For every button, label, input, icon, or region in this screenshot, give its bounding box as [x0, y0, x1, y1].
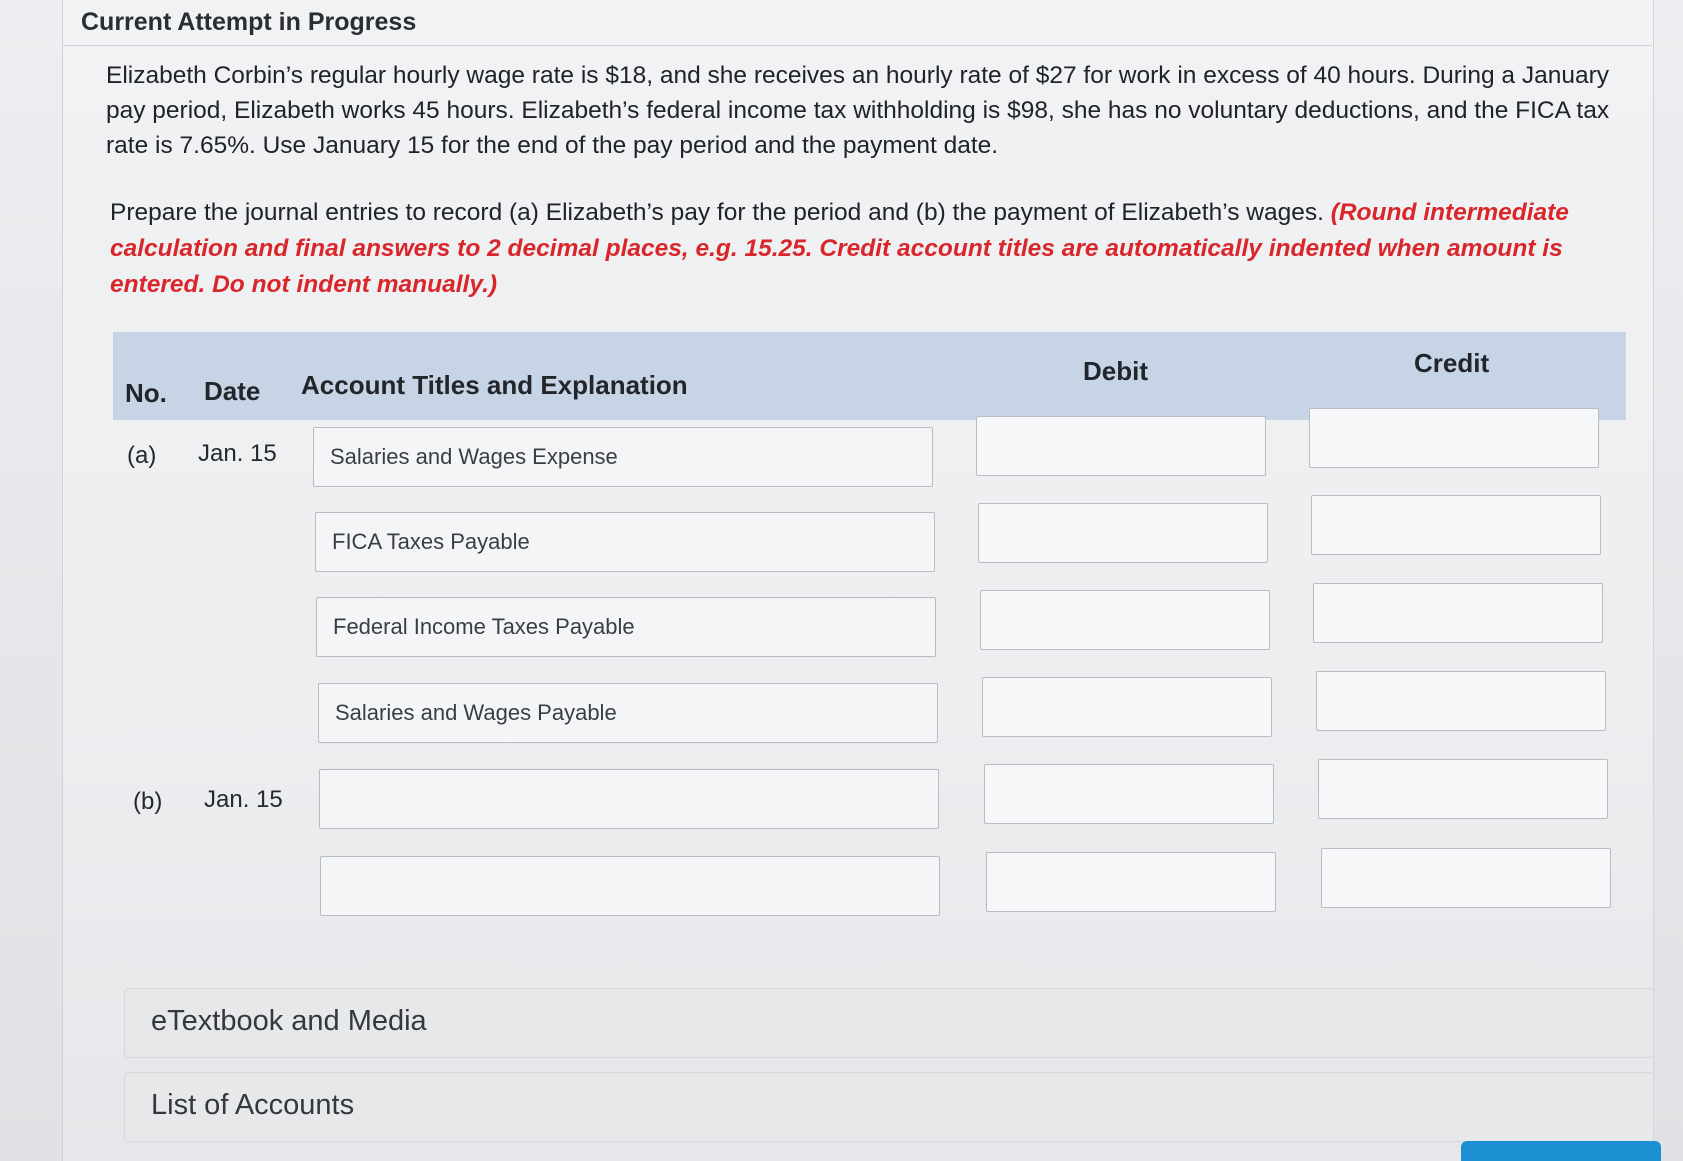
entry-a-line1-credit-input[interactable]	[1309, 408, 1599, 468]
entry-b-line2-credit-input[interactable]	[1321, 848, 1611, 908]
entry-a-line4-credit-input[interactable]	[1316, 671, 1606, 731]
entry-a-line3-account-input[interactable]	[316, 597, 936, 657]
entry-a-line1-debit-input[interactable]	[976, 416, 1266, 476]
section-title: Current Attempt in Progress	[81, 8, 417, 36]
etextbook-and-media-label: eTextbook and Media	[151, 1005, 427, 1037]
entry-b-date: Jan. 15	[204, 786, 283, 813]
entry-b-line1-debit-input[interactable]	[984, 764, 1274, 824]
entry-b-line1-account-input[interactable]	[319, 769, 939, 829]
instructions	[110, 195, 1610, 303]
list-of-accounts-label: List of Accounts	[151, 1089, 355, 1121]
etextbook-and-media-button[interactable]	[124, 988, 1654, 1058]
entry-a-date: Jan. 15	[198, 440, 277, 467]
entry-a-line2-account-input[interactable]	[315, 512, 935, 572]
instructions-rounding-note: (Round intermediate calculation and final answers to 2 decimal places, e.g. 15.25. Credit account titles are automatically indented when amount is entered. Do not indent manually.)	[110, 199, 1569, 298]
header-no: No.	[125, 378, 167, 408]
entry-b-number: (b)	[133, 788, 163, 815]
instructions-lead: Prepare the journal entries to record (a) Elizabeth’s pay for the period and (b) the payment of Elizabeth’s wages.	[110, 199, 1324, 226]
header-date: Date	[204, 376, 261, 406]
entry-a-line4-account-input[interactable]	[318, 683, 938, 743]
entry-a-line3-debit-input[interactable]	[980, 590, 1270, 650]
entry-a-line3-credit-input[interactable]	[1313, 583, 1603, 643]
entry-b-line1-credit-input[interactable]	[1318, 759, 1608, 819]
submit-button[interactable]	[1461, 1141, 1661, 1161]
entry-a-line1-account-input[interactable]	[313, 427, 933, 487]
entry-b-line2-debit-input[interactable]	[986, 852, 1276, 912]
problem-statement: Elizabeth Corbin’s regular hourly wage rate is $18, and she receives an hourly rate of $27 for work in excess of 40 hours. During a January pay period, Elizabeth works 45 hours. Elizabeth’s federal income tax withholding is $98, she has no voluntary deductions, and the FICA tax rate is 7.65%. Use January 15 for the end of the pay period and the payment date.	[106, 62, 1610, 159]
header-account-titles: Account Titles and Explanation	[301, 370, 688, 400]
entry-a-number: (a)	[127, 442, 157, 469]
list-of-accounts-button[interactable]	[124, 1072, 1654, 1142]
entry-a-line4-debit-input[interactable]	[982, 677, 1272, 737]
header-credit: Credit	[1414, 348, 1490, 378]
entry-a-line2-debit-input[interactable]	[978, 503, 1268, 563]
question-panel	[62, 0, 1654, 1161]
entry-b-line2-account-input[interactable]	[320, 856, 940, 916]
title-divider	[62, 45, 1652, 46]
header-debit: Debit	[1083, 356, 1148, 386]
entry-a-line2-credit-input[interactable]	[1311, 495, 1601, 555]
